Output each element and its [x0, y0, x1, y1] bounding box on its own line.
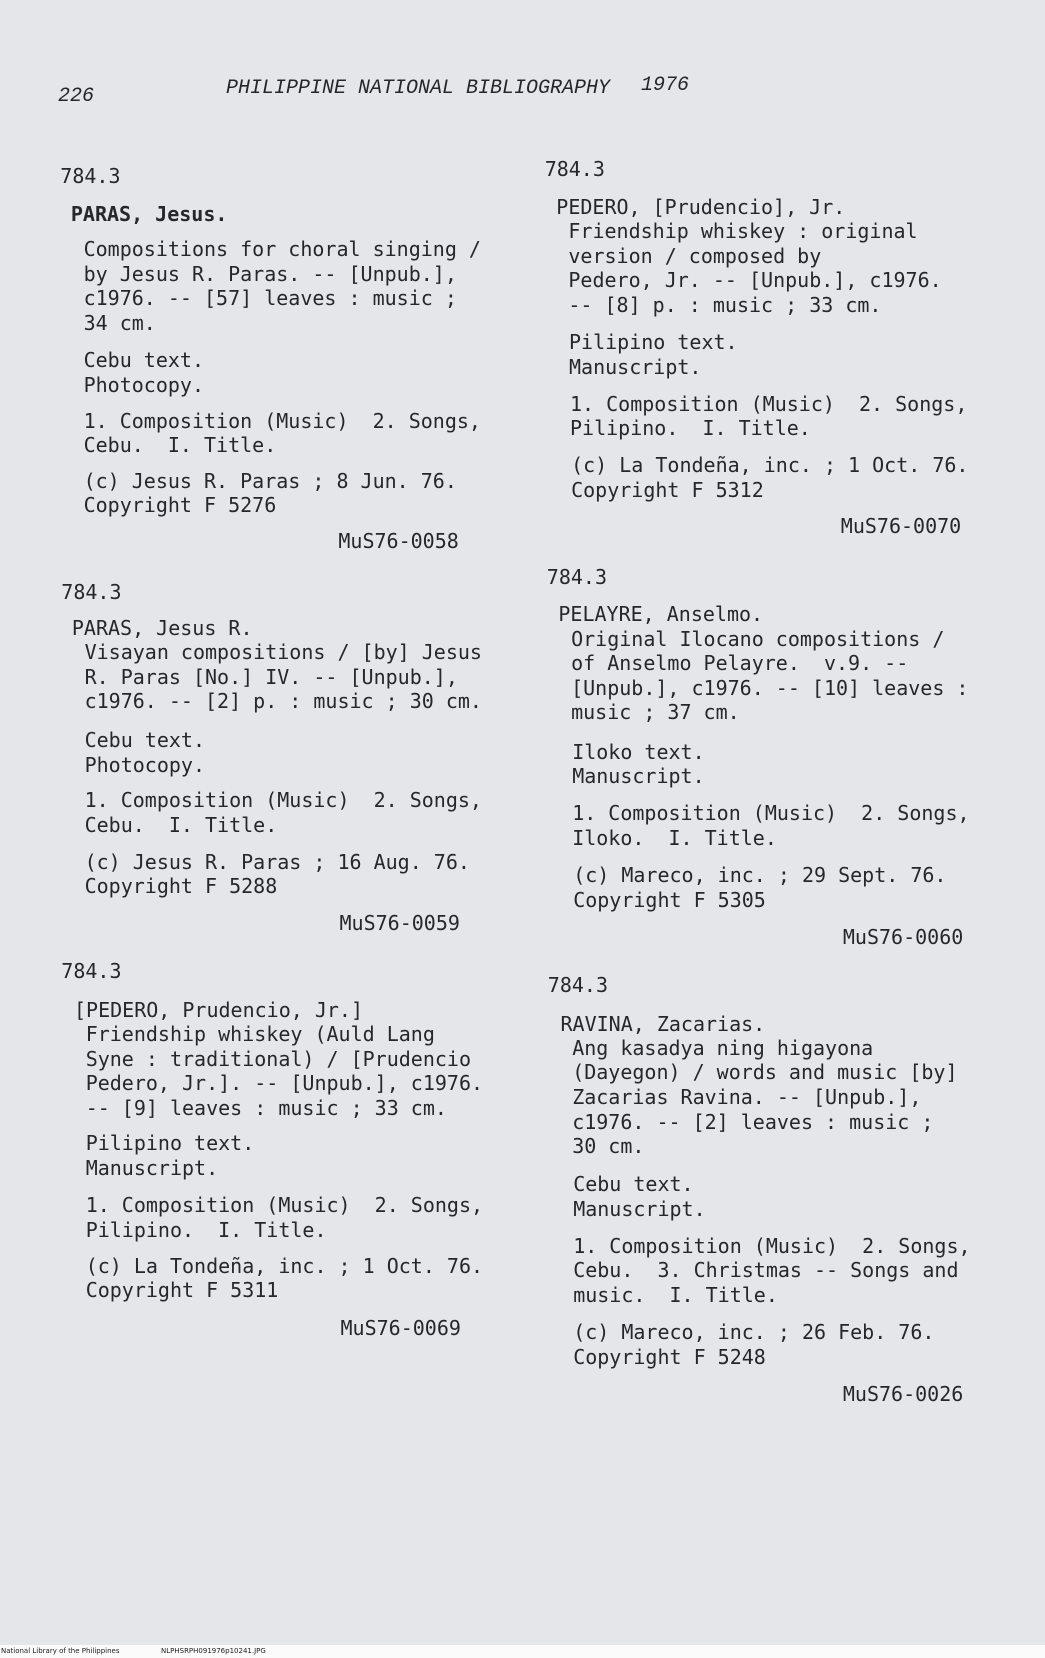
class-number: 784.3 [61, 958, 122, 983]
tracing-line: 1. Composition (Music) 2. Songs, [84, 788, 482, 813]
entry-description [84, 237, 481, 335]
footer-institution: National Library of the Philippines [1, 1647, 120, 1655]
entry-notes [84, 348, 204, 397]
description-line: Visayan compositions / [by] Jesus [84, 640, 482, 665]
tracing-line: 1. Composition (Music) 2. Songs, [83, 408, 481, 433]
copyright-statement [84, 469, 457, 518]
record-number: MuS76-0069 [340, 1316, 461, 1340]
copyright-statement [573, 863, 946, 912]
subject-tracings [85, 788, 482, 837]
copyright-statement [86, 1254, 483, 1303]
subject-tracings [573, 1234, 970, 1308]
entry-heading: PARAS, Jesus R. [71, 615, 253, 640]
scan-footer-strip [0, 1645, 1045, 1658]
copyright-line: Copyright F 5305 [573, 887, 766, 912]
description-line: (Dayegon) / words and music [by] [572, 1060, 958, 1085]
entry-notes [85, 728, 205, 777]
note-line: Iloko text. [572, 739, 705, 764]
entry-description [571, 627, 968, 725]
entry-heading: PEDERO, [Prudencio], Jr. [556, 195, 846, 219]
description-line: Pedero, Jr. -- [Unpub.], c1976. [568, 268, 942, 293]
tracing-line: Cebu. I. Title. [83, 433, 277, 458]
description-line: 34 cm. [83, 311, 156, 336]
copyright-line: Copyright F 5288 [84, 874, 278, 899]
class-number: 784.3 [547, 973, 609, 998]
entry-description [572, 1036, 957, 1159]
description-line: c1976. -- [57] leaves : music ; [83, 286, 457, 311]
entry-notes [573, 1172, 705, 1221]
entry-description [85, 640, 482, 714]
copyright-line: (c) Jesus R. Paras ; 16 Aug. 76. [84, 849, 470, 874]
class-number: 784.3 [544, 156, 605, 181]
tracing-line: 1. Composition (Music) 2. Songs, [573, 1233, 971, 1258]
tracing-line: Pilipino. I. Title. [570, 416, 811, 441]
page-number: 226 [58, 85, 95, 108]
tracing-line: Iloko. I. Title. [572, 825, 777, 850]
note-line: Photocopy. [84, 752, 206, 777]
subject-tracings [84, 409, 481, 458]
entry-description [568, 219, 941, 317]
tracing-line: Cebu. 3. Christmas -- Songs and [573, 1258, 959, 1283]
description-line: Pedero, Jr.]. -- [Unpub.], c1976. [85, 1071, 484, 1096]
copyright-line: (c) Mareco, inc. ; 29 Sept. 76. [573, 863, 947, 888]
description-line: -- [9] leaves : music ; 33 cm. [85, 1095, 447, 1120]
note-line: Manuscript. [573, 1196, 706, 1221]
copyright-statement [85, 850, 470, 899]
tracing-line: 1. Composition (Music) 2. Songs, [570, 391, 968, 416]
description-line: Ang kasadya ning higayona [572, 1035, 874, 1060]
entry-heading: PELAYRE, Anselmo. [558, 602, 764, 627]
description-line: c1976. -- [2] p. : music ; 30 cm. [84, 689, 482, 714]
tracing-line: Cebu. I. Title. [84, 812, 278, 837]
description-line: R. Paras [No.] IV. -- [Unpub.], [84, 664, 458, 689]
description-line: [Unpub.], c1976. -- [10] leaves : [571, 675, 969, 700]
copyright-line: (c) La Tondeña, inc. ; 1 Oct. 76. [85, 1253, 484, 1278]
entry-heading: RAVINA, Zacarias. [560, 1011, 766, 1036]
description-line: Friendship whiskey (Auld Lang [85, 1022, 435, 1046]
subject-tracings [86, 1193, 483, 1242]
record-number: MuS76-0026 [842, 1381, 964, 1406]
copyright-line: (c) Jesus R. Paras ; 8 Jun. 76. [83, 468, 457, 493]
class-number: 784.3 [61, 580, 122, 604]
entry-notes [569, 330, 738, 379]
entry-notes [572, 740, 704, 789]
note-line: Manuscript. [572, 764, 705, 789]
record-number: MuS76-0060 [842, 924, 964, 949]
subject-tracings [570, 392, 967, 441]
description-line: music ; 37 cm. [571, 700, 740, 725]
copyright-line: Copyright F 5248 [573, 1344, 766, 1369]
copyright-line: Copyright F 5312 [571, 477, 764, 502]
subject-tracings [572, 801, 969, 850]
class-number: 784.3 [546, 565, 608, 590]
note-line: Cebu text. [573, 1172, 694, 1197]
note-line: Cebu text. [84, 728, 206, 752]
class-number: 784.3 [60, 164, 121, 189]
description-line: of Anselmo Pelayre. v.9. -- [571, 651, 909, 676]
copyright-statement [573, 1320, 934, 1369]
note-line: Cebu text. [83, 348, 205, 373]
copyright-line: Copyright F 5276 [83, 493, 277, 518]
description-line: by Jesus R. Paras. -- [Unpub.], [83, 261, 457, 286]
copyright-statement [571, 453, 968, 502]
record-number: MuS76-0059 [339, 911, 460, 935]
entry-heading: PARAS, Jesus. [70, 202, 228, 227]
entry-heading: [PEDERO, Prudencio, Jr.] [74, 997, 363, 1022]
tracing-line: 1. Composition (Music) 2. Songs, [572, 801, 970, 825]
copyright-line: Copyright F 5311 [85, 1278, 279, 1303]
description-line: Original Ilocano compositions / [571, 626, 945, 651]
footer-filename: NLPHSRPH091976p10241.JPG [161, 1647, 266, 1655]
description-line: Compositions for choral singing / [83, 237, 481, 262]
description-line: Zacarias Ravina. -- [Unpub.], [572, 1084, 922, 1109]
note-line: Photocopy. [83, 372, 205, 397]
description-line: -- [8] p. : music ; 33 cm. [568, 293, 882, 318]
tracing-line: music. I. Title. [573, 1282, 778, 1307]
record-number: MuS76-0058 [338, 529, 459, 554]
description-line: Syne : traditional) / [Prudencio [85, 1046, 471, 1071]
description-line: 30 cm. [572, 1134, 645, 1159]
record-number: MuS76-0070 [840, 514, 962, 539]
entry-description [86, 1022, 483, 1120]
copyright-line: (c) La Tondeña, inc. ; 1 Oct. 76. [571, 453, 969, 477]
note-line: Pilipino text. [569, 330, 738, 355]
tracing-line: 1. Composition (Music) 2. Songs, [85, 1193, 484, 1218]
copyright-line: (c) Mareco, inc. ; 26 Feb. 76. [573, 1320, 935, 1345]
note-line: Manuscript. [85, 1155, 219, 1180]
running-title: PHILIPPINE NATIONAL BIBLIOGRAPHY [226, 76, 611, 100]
note-line: Pilipino text. [85, 1131, 255, 1155]
tracing-line: Pilipino. I. Title. [85, 1217, 327, 1242]
entry-notes [86, 1131, 255, 1180]
description-line: version / composed by [568, 243, 822, 268]
running-title-year: 1976 [641, 74, 690, 98]
note-line: Manuscript. [569, 354, 702, 379]
description-line: Friendship whiskey : original [568, 219, 918, 244]
description-line: c1976. -- [2] leaves : music ; [572, 1109, 934, 1134]
